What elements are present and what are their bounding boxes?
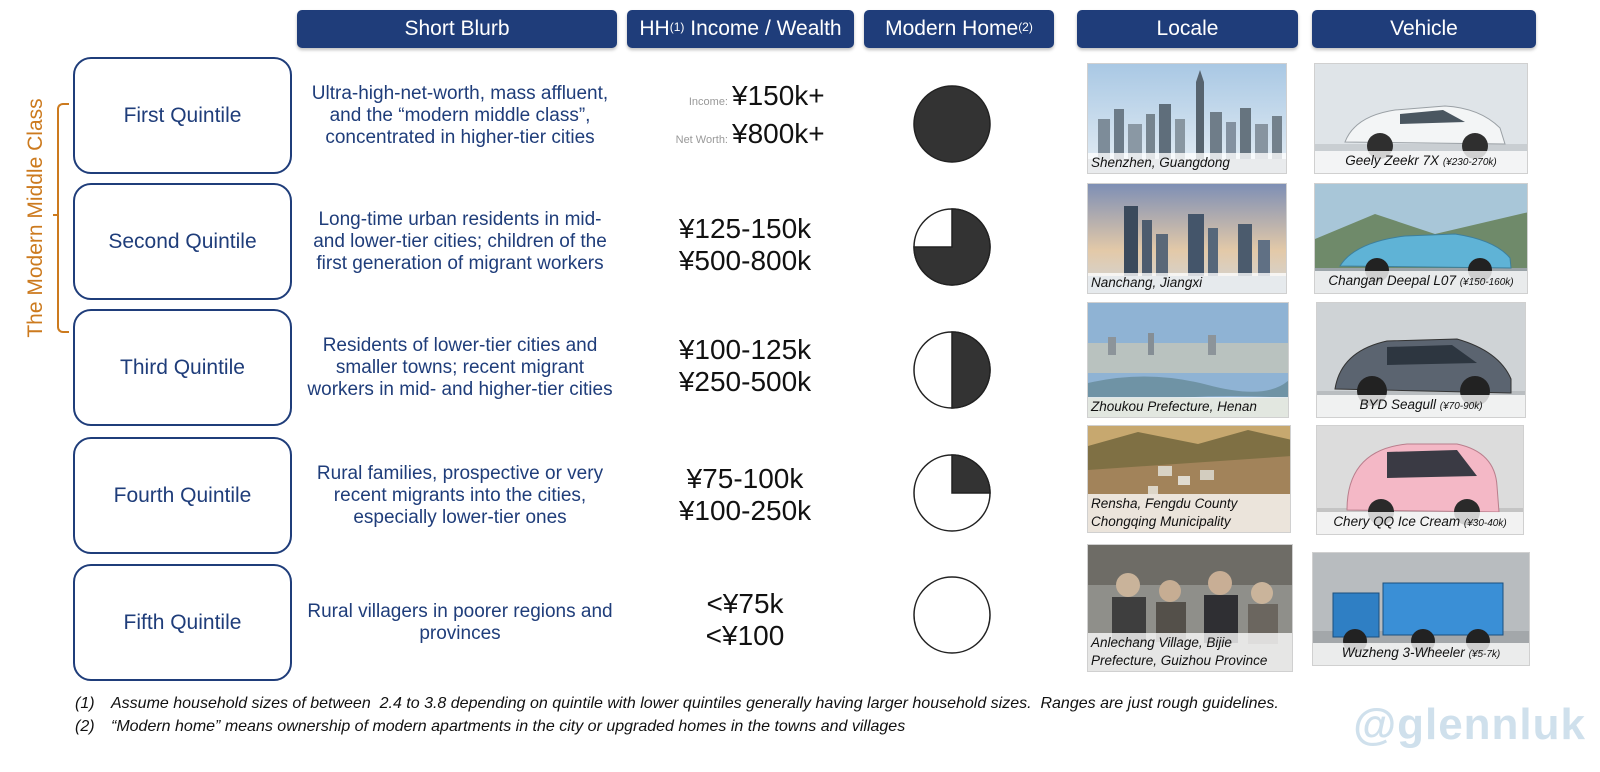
locale-photo xyxy=(1087,302,1289,418)
footnote-number: (1) xyxy=(75,695,95,712)
income-wealth-cell xyxy=(630,333,860,399)
quintile-name: Third Quintile xyxy=(120,355,245,379)
wealth-value: ¥800k+ xyxy=(732,118,825,149)
blurb-text: Long-time urban residents in mid- and lower-tier cities; children of the first generation of migrant workers xyxy=(313,208,607,274)
quintile-box-1 xyxy=(73,57,292,174)
quintile-box-5 xyxy=(73,564,292,681)
vehicle-price: (¥230-270k) xyxy=(1442,157,1497,168)
quintile-name: Fourth Quintile xyxy=(113,483,252,507)
header-modern-home xyxy=(864,10,1054,48)
header-vehicle xyxy=(1312,10,1536,48)
income-value: ¥75-100k xyxy=(686,463,804,494)
locale-caption: Nanchang, Jiangxi xyxy=(1088,273,1286,293)
vehicle-name: Geely Zeekr 7X xyxy=(1345,153,1440,168)
income-value: <¥75k xyxy=(706,588,784,619)
quintile-blurb xyxy=(305,564,615,681)
income-row xyxy=(658,80,832,118)
wealth-value: <¥100 xyxy=(705,620,785,651)
quintile-blurb xyxy=(305,437,615,554)
quintile-box-2 xyxy=(73,183,292,300)
vehicle-caption xyxy=(1313,643,1529,665)
quintile-name: Fifth Quintile xyxy=(123,610,242,634)
header-vehicle-label: Vehicle xyxy=(1390,17,1458,40)
vehicle-price: (¥30-40k) xyxy=(1463,518,1507,529)
header-locale xyxy=(1077,10,1298,48)
locale-caption: Zhoukou Prefecture, Henan xyxy=(1088,397,1288,417)
vehicle-name: Wuzheng 3-Wheeler xyxy=(1341,645,1465,660)
header-income-prefix: HH xyxy=(639,17,670,40)
locale-photo xyxy=(1087,63,1287,174)
modern-home-pie xyxy=(912,453,992,533)
quintile-name: Second Quintile xyxy=(108,229,257,253)
blurb-text: Residents of lower-tier cities and smaller towns; recent migrant workers in mid- and higher-tier cities xyxy=(307,334,613,400)
quintile-box-3 xyxy=(73,309,292,426)
income-value: ¥150k+ xyxy=(732,80,825,111)
modern-home-pie xyxy=(912,575,992,655)
quintile-box-4 xyxy=(73,437,292,554)
footnote-text: Assume household sizes of between 2.4 to 3.8 depending on quintile with lower quintiles generally having larger household sizes. Ranges are just rough guidelines. xyxy=(111,695,1279,712)
blurb-text: Rural families, prospective or very recent migrants into the cities, especially lower-tier ones xyxy=(316,462,604,528)
wealth-value: ¥250-500k xyxy=(678,366,812,397)
vehicle-caption xyxy=(1315,271,1527,293)
quintile-blurb xyxy=(305,57,615,174)
locale-caption: Anlechang Village, Bijie Prefecture, Guizhou Province xyxy=(1088,633,1292,671)
quintile-name: First Quintile xyxy=(123,103,242,127)
vehicle-price: (¥70-90k) xyxy=(1439,401,1483,412)
vehicle-photo xyxy=(1314,183,1528,294)
footnote-text: “Modern home” means ownership of modern apartments in the city or upgraded homes in the towns and villages xyxy=(111,718,906,735)
locale-photo xyxy=(1087,183,1287,294)
header-income-suffix: Income / Wealth xyxy=(684,17,842,40)
vehicle-photo xyxy=(1314,63,1528,174)
modern-home-pie xyxy=(912,330,992,410)
quintile-blurb xyxy=(305,183,615,300)
header-income-footnote-ref: (1) xyxy=(669,20,685,34)
wealth-value: ¥100-250k xyxy=(678,495,812,526)
header-locale-label: Locale xyxy=(1156,17,1219,40)
pie-filled-slice xyxy=(952,332,990,408)
header-income-wealth xyxy=(627,10,854,48)
vehicle-caption xyxy=(1315,151,1527,173)
quintile-blurb xyxy=(305,309,615,426)
vehicle-name: Chery QQ Ice Cream xyxy=(1333,514,1461,529)
footnotes xyxy=(75,692,1475,738)
blurb-text: Ultra-high-net-worth, mass affluent, and the “modern middle class”, concentrated in higher-tier cities xyxy=(311,82,609,148)
net-worth-label: Net Worth: xyxy=(675,134,728,146)
income-wealth-cell xyxy=(630,80,860,151)
modern-middle-class-bracket xyxy=(57,103,69,333)
vehicle-caption xyxy=(1317,395,1525,417)
blurb-text: Rural villagers in poorer regions and provinces xyxy=(307,600,613,644)
modern-home-pie xyxy=(912,207,992,287)
bracket-tick xyxy=(53,214,59,216)
watermark: @glennluk xyxy=(1353,700,1586,749)
footnote-2 xyxy=(75,715,1475,738)
vehicle-name: BYD Seagull xyxy=(1359,397,1436,412)
income-wealth-cell xyxy=(630,587,860,653)
wealth-row xyxy=(658,118,832,156)
header-home-footnote-ref: (2) xyxy=(1018,20,1033,34)
locale-photo xyxy=(1087,425,1291,533)
pie-background xyxy=(914,577,990,653)
modern-middle-class-label: The Modern Middle Class xyxy=(24,98,47,338)
income-wealth-cell xyxy=(630,462,860,528)
modern-home-pie xyxy=(912,84,992,164)
vehicle-caption xyxy=(1317,512,1523,534)
footnote-1 xyxy=(75,692,1475,715)
vehicle-price: (¥5-7k) xyxy=(1468,649,1501,660)
header-home-label: Modern Home xyxy=(885,17,1019,40)
pie-filled-slice xyxy=(952,455,990,493)
income-wealth-cell xyxy=(630,212,860,278)
vehicle-photo xyxy=(1316,425,1524,535)
locale-photo xyxy=(1087,544,1293,672)
vehicle-name: Changan Deepal L07 xyxy=(1328,273,1456,288)
wealth-value: ¥500-800k xyxy=(678,245,812,276)
income-label: Income: xyxy=(688,96,728,108)
vehicle-photo xyxy=(1316,302,1526,418)
locale-caption: Rensha, Fengdu County Chongqing Municipality xyxy=(1088,494,1290,532)
footnote-number: (2) xyxy=(75,718,95,735)
header-short-blurb-label: Short Blurb xyxy=(404,17,510,40)
vehicle-photo xyxy=(1312,552,1530,666)
locale-caption: Shenzhen, Guangdong xyxy=(1088,153,1286,173)
income-value: ¥125-150k xyxy=(678,213,812,244)
header-short-blurb xyxy=(297,10,617,48)
vehicle-price: (¥150-160k) xyxy=(1459,277,1514,288)
pie-background xyxy=(914,86,990,162)
income-value: ¥100-125k xyxy=(678,334,812,365)
